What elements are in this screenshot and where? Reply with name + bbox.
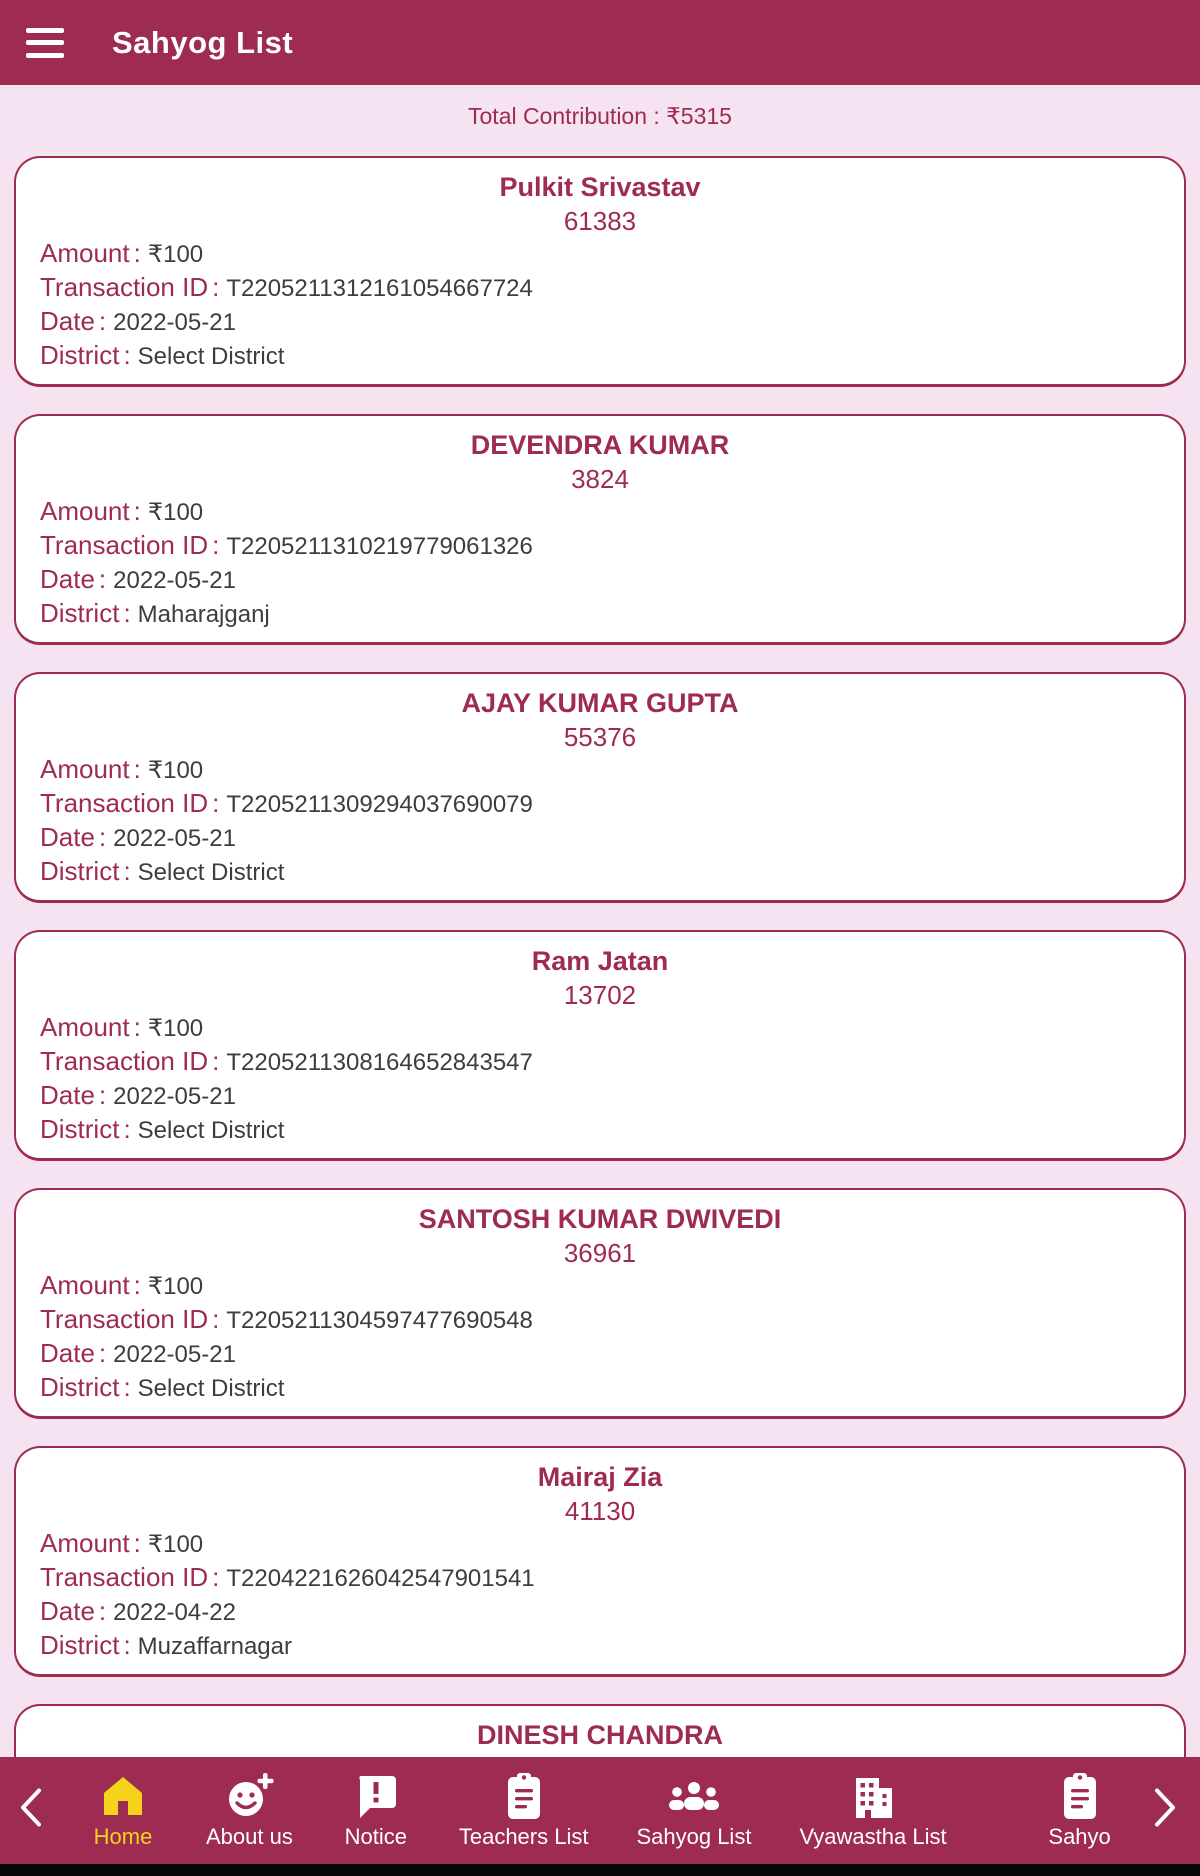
announcement-icon (352, 1771, 400, 1821)
amount-row: Amount : ₹100 (40, 754, 204, 784)
nav-item-notice[interactable]: Notice (341, 1771, 411, 1850)
date-row: Date : 2022-05-21 (40, 1338, 236, 1368)
contributor-name: Mairaj Zia (537, 1462, 663, 1492)
contributor-number: 3824 (571, 464, 629, 494)
bottom-nav (0, 1757, 1200, 1864)
contributor-name: DINESH CHANDRA (476, 1720, 723, 1750)
transaction-row: Transaction ID : T2205211308164652843547 (40, 1046, 533, 1076)
nav-scroll-right-chevron-icon[interactable] (1148, 1785, 1182, 1829)
clipboard-icon (500, 1771, 548, 1821)
date-row: Date : 2022-04-22 (40, 1596, 236, 1626)
amount-row: Amount : ₹100 (40, 238, 204, 268)
nav-item-sahyog-list[interactable]: Sahyog List (636, 1771, 751, 1850)
contributor-number: 36961 (563, 1238, 637, 1268)
contribution-card (14, 930, 1186, 1161)
contributor-name: Pulkit Srivastav (499, 172, 701, 202)
contribution-card (14, 672, 1186, 903)
district-row: District : Select District (40, 340, 285, 370)
amount-row: Amount : ₹100 (40, 1528, 204, 1558)
clipboard-icon (1056, 1771, 1104, 1821)
nav-item-about-us[interactable]: About us (206, 1771, 293, 1850)
transaction-row: Transaction ID : T2205211310219779061326 (40, 530, 533, 560)
contributor-name: Ram Jatan (531, 946, 669, 976)
transaction-row: Transaction ID : T2205211304597477690548 (40, 1304, 533, 1334)
contribution-card (14, 156, 1186, 387)
date-row: Date : 2022-05-21 (40, 822, 236, 852)
district-row: District : Maharajganj (40, 598, 270, 628)
contributor-number: 41130 (564, 1496, 636, 1526)
contributor-number: 61383 (563, 206, 637, 236)
app-bar (0, 0, 1200, 85)
contribution-card (14, 414, 1186, 645)
district-row: District : Select District (40, 1372, 285, 1402)
nav-item-sahyog-truncated[interactable]: Sahyo (995, 1771, 1128, 1850)
contributor-name: DEVENDRA KUMAR (470, 430, 730, 460)
nav-item-vyawastha-list[interactable]: Vyawastha List (799, 1771, 946, 1850)
district-row: District : Muzaffarnagar (40, 1630, 292, 1660)
amount-row: Amount : ₹100 (40, 1270, 204, 1300)
contribution-card (14, 1188, 1186, 1419)
contributor-number: 55376 (563, 722, 637, 752)
nav-items-strip (60, 1757, 1128, 1864)
card-list (0, 156, 1200, 1833)
district-row: District : Select District (40, 1114, 285, 1144)
nav-item-home[interactable]: Home (88, 1771, 158, 1850)
contributor-number: 13702 (563, 980, 637, 1010)
amount-row: Amount : ₹100 (40, 1012, 204, 1042)
nav-item-teachers-list[interactable]: Teachers List (459, 1771, 589, 1850)
gesture-bar (0, 1864, 1200, 1876)
date-row: Date : 2022-05-21 (40, 1080, 236, 1110)
home-icon (99, 1771, 147, 1821)
transaction-row: Transaction ID : T2205211312161054667724 (40, 272, 533, 302)
transaction-row: Transaction ID : T2204221626042547901541 (40, 1562, 535, 1592)
transaction-row: Transaction ID : T2205211309294037690079 (40, 788, 533, 818)
nav-scroll-left-chevron-icon[interactable] (14, 1785, 48, 1829)
date-row: Date : 2022-05-21 (40, 564, 236, 594)
page-title: Sahyog List (112, 24, 294, 60)
amount-row: Amount : ₹100 (40, 496, 204, 526)
district-row: District : Select District (40, 856, 285, 886)
add-reaction-icon (224, 1771, 274, 1821)
date-row: Date : 2022-05-21 (40, 306, 236, 336)
building-icon (849, 1771, 897, 1821)
total-contribution: Total Contribution : ₹5315 (468, 103, 732, 129)
contribution-card (14, 1446, 1186, 1677)
contributor-name: SANTOSH KUMAR DWIVEDI (418, 1204, 782, 1234)
hamburger-menu-icon[interactable] (26, 28, 64, 58)
people-group-icon (668, 1771, 720, 1821)
contributor-name: AJAY KUMAR GUPTA (461, 688, 739, 718)
